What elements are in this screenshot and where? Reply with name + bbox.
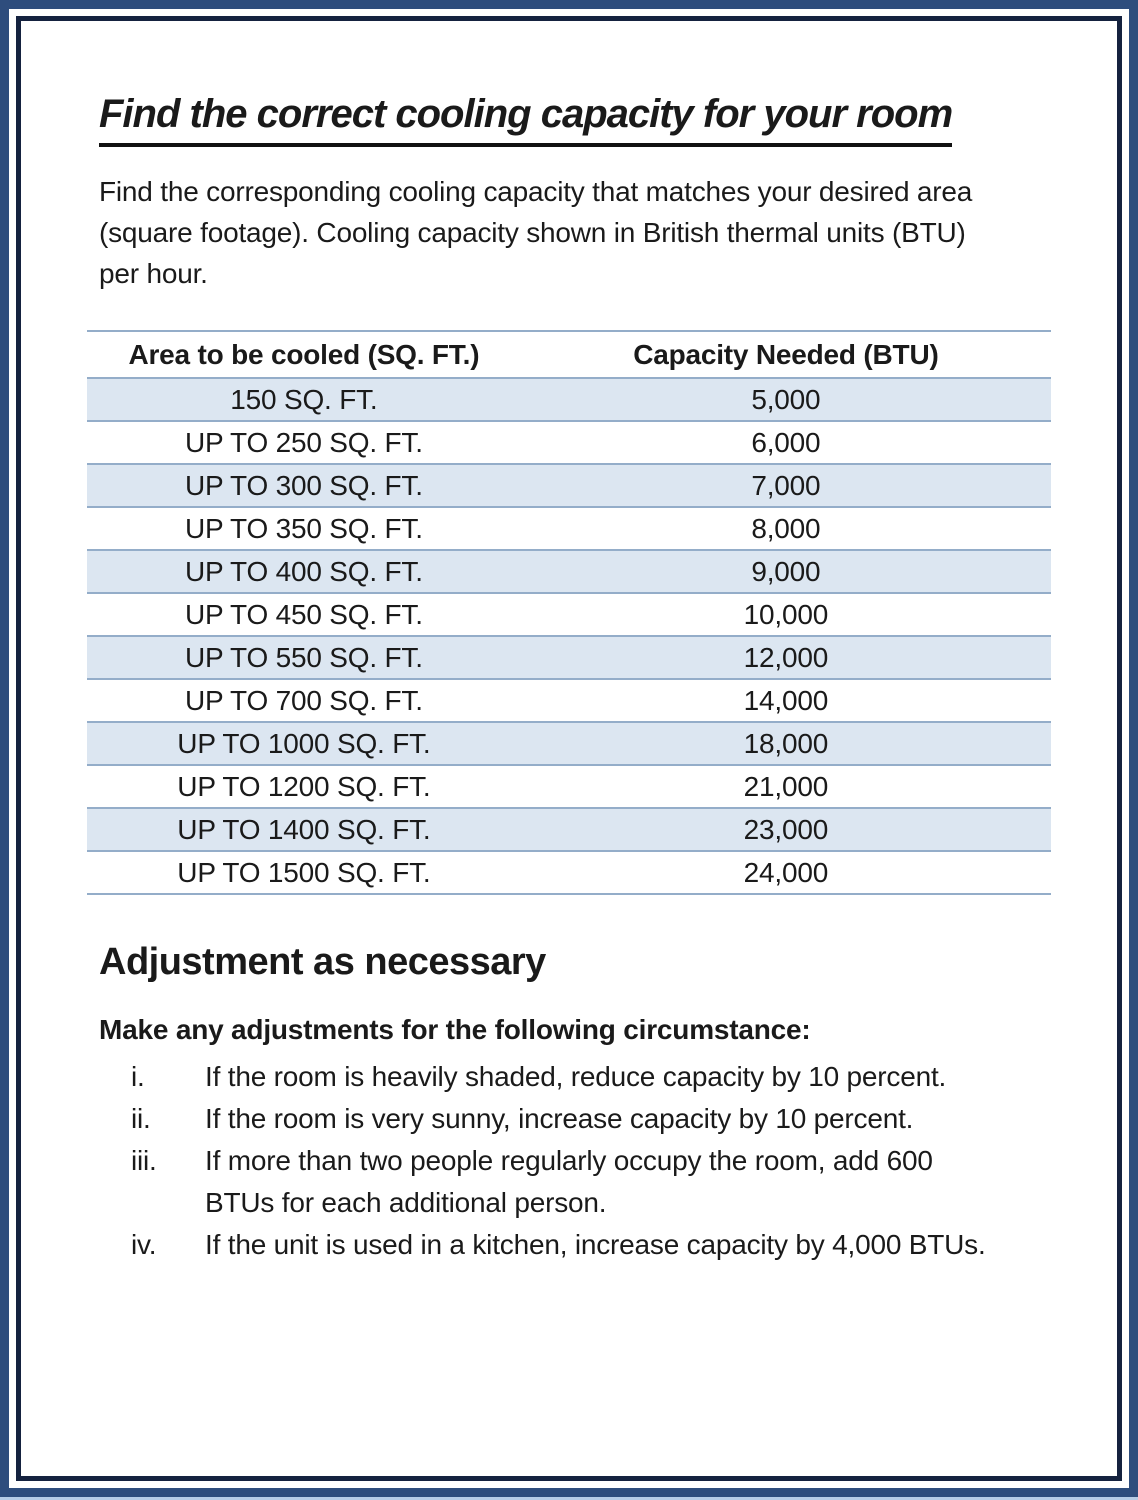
item-marker: iii. <box>131 1145 157 1176</box>
area-cell: 150 SQ. FT. <box>230 383 378 415</box>
item-text: If the room is very sunny, increase capacity by 10 percent. <box>205 1103 914 1134</box>
area-cell: UP TO 550 SQ. FT. <box>184 641 423 673</box>
col-header-area: Area to be cooled (SQ. FT.) <box>87 331 521 378</box>
area-cell: UP TO 450 SQ. FT. <box>184 598 423 630</box>
table-row <box>87 378 1051 421</box>
capacity-cell: 18,000 <box>743 727 829 759</box>
table-row <box>87 808 1051 851</box>
table-row <box>87 550 1051 593</box>
capacity-cell: 5,000 <box>751 383 821 415</box>
table-row <box>87 765 1051 808</box>
capacity-cell: 6,000 <box>751 426 821 458</box>
area-cell: UP TO 1200 SQ. FT. <box>177 770 431 802</box>
document-page <box>16 16 1122 1481</box>
adjustments-list <box>99 1056 1053 1266</box>
item-text: If more than two people regularly occupy the room, add 600 BTUs for each additional person. <box>205 1145 933 1218</box>
capacity-cell: 8,000 <box>751 512 821 544</box>
item-marker: i. <box>131 1061 145 1092</box>
table-row <box>87 636 1051 679</box>
table-row <box>87 851 1051 894</box>
area-cell: UP TO 400 SQ. FT. <box>184 555 423 587</box>
adjustments-lead: Make any adjustments for the following circumstance: <box>99 1014 811 1045</box>
item-marker: ii. <box>131 1103 151 1134</box>
capacity-cell: 24,000 <box>743 856 829 888</box>
adjustment-item <box>99 1056 1053 1098</box>
adjustment-item <box>99 1098 1053 1140</box>
table-row <box>87 722 1051 765</box>
table-row <box>87 679 1051 722</box>
item-marker: iv. <box>131 1229 157 1260</box>
capacity-cell: 14,000 <box>743 684 829 716</box>
area-cell: UP TO 1400 SQ. FT. <box>177 813 431 845</box>
capacity-cell: 12,000 <box>743 641 829 673</box>
adjustment-item <box>99 1140 1053 1224</box>
capacity-cell: 10,000 <box>743 598 829 630</box>
area-cell: UP TO 350 SQ. FT. <box>184 512 423 544</box>
adjustment-item <box>99 1224 1053 1266</box>
col-header-capacity: Capacity Needed (BTU) <box>521 331 1051 378</box>
area-cell: UP TO 1500 SQ. FT. <box>177 856 431 888</box>
table-row <box>87 593 1051 636</box>
item-text: If the room is heavily shaded, reduce capacity by 10 percent. <box>205 1061 947 1092</box>
area-cell: UP TO 250 SQ. FT. <box>184 426 423 458</box>
capacity-cell: 9,000 <box>751 555 821 587</box>
table-row <box>87 421 1051 464</box>
capacity-cell: 21,000 <box>743 770 829 802</box>
table-row <box>87 507 1051 550</box>
page-title-text: Find the correct cooling capacity for your room <box>99 92 952 147</box>
item-text: If the unit is used in a kitchen, increase capacity by 4,000 BTUs. <box>205 1229 986 1260</box>
adjustments-heading: Adjustment as necessary <box>99 941 546 983</box>
capacity-cell: 23,000 <box>743 813 829 845</box>
capacity-cell: 7,000 <box>751 469 821 501</box>
area-cell: UP TO 1000 SQ. FT. <box>177 727 431 759</box>
table-row <box>87 464 1051 507</box>
area-cell: UP TO 300 SQ. FT. <box>184 469 423 501</box>
page-title <box>99 91 1053 137</box>
table-header-row <box>87 331 1051 378</box>
intro-paragraph: Find the corresponding cooling capacity that matches your desired area (square footage). Cooling capacity shown in British thermal units (BTU) per hour. <box>99 176 973 289</box>
area-cell: UP TO 700 SQ. FT. <box>184 684 423 716</box>
capacity-table <box>87 330 1051 895</box>
